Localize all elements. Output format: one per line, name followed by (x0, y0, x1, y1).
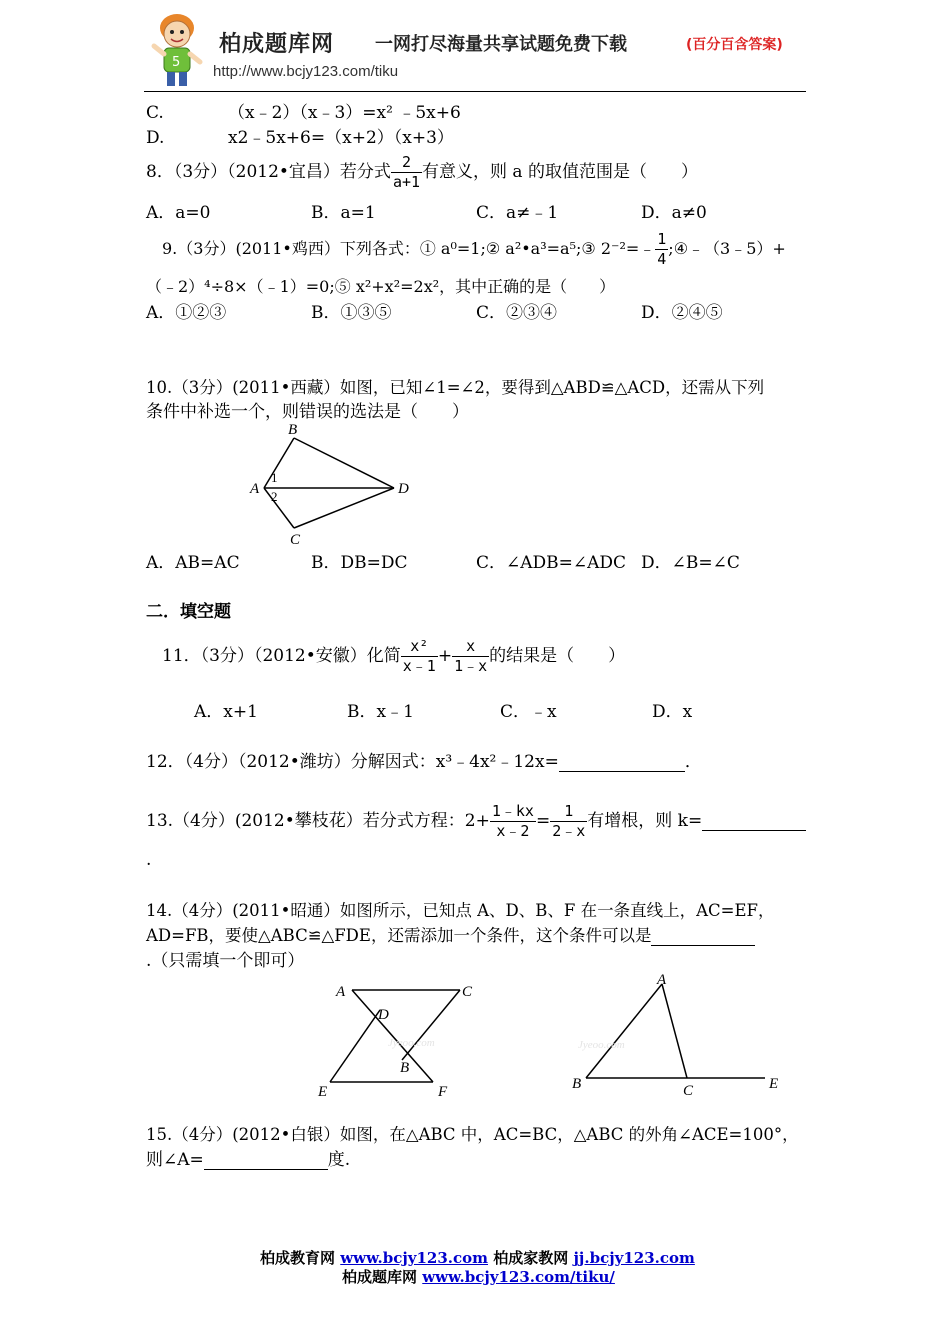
q11-stem: 11．（3分）（2012•安徽）化简 (162, 646, 401, 666)
q14-seg-cb (402, 990, 460, 1060)
footer-link-education[interactable]: www.bcjy123.com (340, 1249, 489, 1267)
footer-label-tiku: 柏成题库网 (342, 1268, 418, 1286)
q10-label-c: C (290, 532, 301, 548)
q10-label-b: B (288, 422, 298, 438)
q15-label-a: A (657, 972, 667, 988)
q8-fraction: $\frac{2}{a+1}$ (392, 153, 421, 191)
q14-seg-ed (330, 1010, 380, 1082)
q11-option-c: C．﹣x (500, 702, 557, 722)
q15-seg-ac (662, 984, 687, 1078)
q10-angle-1: 1 (271, 470, 278, 485)
q13-fraction-2: $\frac{1}{2﹣x}$ (552, 802, 586, 840)
q13-equals: = (535, 811, 551, 831)
question-12 (146, 754, 702, 772)
q7-option-c-text: （x﹣2）（x﹣3）=x² ﹣5x+6 (228, 103, 461, 123)
q13-stem: 13.（4分）(2012•攀枝花）若分式方程：2+ (146, 811, 490, 831)
footer-label-tutor: 柏成家教网 (493, 1249, 569, 1267)
q14-stem-line3: .（只需填一个即可） (146, 951, 305, 971)
q10-stem-line1: 10.（3分）(2011•西藏）如图，已知∠1=∠2，要得到△ABD≌△ACD，还需从下列 (146, 378, 765, 397)
q7-option-d-text: x2﹣5x+6=（x+2）（x+3） (228, 128, 454, 148)
q15-stem-line1: 15.（4分）(2012•白银）如图，在△ABC 中，AC=BC，△ABC 的外角∠ACE=100°， (146, 1125, 799, 1144)
q8-stem: 8．（3分）（2012•宜昌）若分式 (146, 162, 391, 182)
q15-figure (570, 968, 790, 1098)
q14-label-f: F (438, 1084, 448, 1100)
q14-figure-1 (318, 976, 480, 1101)
q14-stem-line1: 14.（4分）(2011•昭通）如图所示，已知点 A、D、B、F 在一条直线上，AC=EF， (146, 901, 775, 920)
q13-answer-blank[interactable] (702, 813, 806, 831)
q10-label-d: D (398, 481, 409, 497)
q11-stem-end: 的结果是（ ） (489, 646, 626, 666)
q13-end: . (146, 850, 152, 870)
q14-seg-af (352, 990, 433, 1082)
q7-option-c-label: C. (146, 103, 164, 123)
q14-answer-blank[interactable] (651, 928, 755, 946)
q8-option-c: C．a≠﹣1 (476, 203, 559, 223)
footer-link-tutor[interactable]: jj.bcjy123.com (573, 1249, 695, 1267)
q10-figure (244, 420, 424, 550)
q10-seg-cd (294, 488, 394, 528)
footer-link-tiku[interactable]: www.bcjy123.com/tiku/ (422, 1268, 615, 1286)
header-rule (144, 91, 806, 92)
q12-end: ． (684, 752, 702, 772)
section-title-fill-in: 二．填空题 (146, 602, 231, 622)
site-title: 柏成题库网 (219, 32, 335, 57)
q11-option-a: A．x+1 (194, 702, 258, 722)
q9-option-b: B．①③⑤ (311, 303, 392, 323)
q11-fraction-1: $\frac{\text{x²}}{x﹣1}$ (402, 637, 436, 675)
q8-option-a: A．a=0 (146, 203, 211, 223)
q10-option-d: D．∠B=∠C (641, 553, 740, 573)
q10-option-c: C．∠ADB=∠ADC (476, 553, 627, 573)
mascot-shirt-number: 5 (172, 55, 181, 70)
footer-label-education: 柏成教育网 (260, 1249, 336, 1267)
q15-watermark: Jyeoo.com (578, 1039, 625, 1051)
q10-option-a: A．AB=AC (146, 553, 240, 573)
q15-stem-line2: 则∠A= (146, 1150, 204, 1170)
q10-option-b: B．DB=DC (311, 553, 408, 573)
q10-seg-bd (294, 438, 394, 488)
q14-label-a: A (336, 984, 346, 1000)
q14-watermark-1: Jyeoo.com (388, 1037, 435, 1049)
q11-fraction-2: $\frac{x}{1﹣x}$ (454, 637, 488, 675)
mascot-logo (146, 10, 208, 92)
q9-stem-line2: （﹣2）⁴÷8×（﹣1）=0;⑤ x²+x²=2x²，其中正确的是（ ） (146, 277, 616, 296)
q14-label-e: E (318, 1084, 328, 1100)
q15-label-e: E (769, 1076, 779, 1092)
q9-option-c: C．②③④ (476, 303, 558, 323)
q10-label-a: A (250, 481, 260, 497)
q9-stem-line1-end: ;④﹣（3﹣5）+ (668, 239, 786, 258)
q12-answer-blank[interactable] (559, 754, 685, 772)
q10-seg-ab (264, 438, 294, 488)
q10-seg-ac (264, 488, 294, 528)
q9-fraction: $\frac{1}{4}$ (657, 230, 667, 268)
q10-angle-2: 2 (271, 489, 278, 504)
q9-option-d: D．②④⑤ (641, 303, 723, 323)
q13-stem-end: 有增根，则 k= (587, 811, 703, 831)
q9-option-a: A．①②③ (146, 303, 227, 323)
q10-stem-line2: 条件中补选一个，则错误的选法是（ ） (146, 402, 469, 422)
site-slogan: 一网打尽海量共享试题免费下载 (375, 34, 627, 55)
q11-plus: + (437, 646, 453, 666)
q15-label-c: C (683, 1083, 694, 1099)
q15-stem-line2-end: 度. (327, 1150, 351, 1170)
q15-label-b: B (572, 1076, 582, 1092)
q11-option-b: B．x﹣1 (347, 702, 414, 722)
q14-label-b: B (400, 1060, 410, 1076)
q11-option-d: D．x (652, 702, 693, 722)
q8-option-b: B．a=1 (311, 203, 376, 223)
q15-seg-ba (586, 984, 662, 1078)
q14-label-d: D (378, 1007, 389, 1023)
q13-fraction-1: $\frac{1﹣kx}{x﹣2}$ (491, 802, 534, 840)
q12-stem: 12．（4分）（2012•潍坊）分解因式：x³﹣4x²﹣12x= (146, 752, 559, 772)
q8-stem-end: 有意义，则 a 的取值范围是（ ） (422, 162, 698, 182)
site-tag: (百分百含答案) (686, 37, 783, 53)
q9-stem-line1: 9.（3分）(2011•鸡西）下列各式：① a⁰=1;② a²•a³=a⁵;③ 2⁻²=﹣ (162, 239, 656, 258)
q8-option-d: D．a≠0 (641, 203, 707, 223)
q7-option-d-label: D. (146, 128, 165, 148)
site-url[interactable]: http://www.bcjy123.com/tiku (213, 63, 399, 80)
q15-answer-blank[interactable] (204, 1152, 328, 1170)
q14-stem-line2: AD=FB，要使△ABC≌△FDE，还需添加一个条件，这个条件可以是 (146, 926, 652, 945)
q14-label-c: C (462, 984, 473, 1000)
